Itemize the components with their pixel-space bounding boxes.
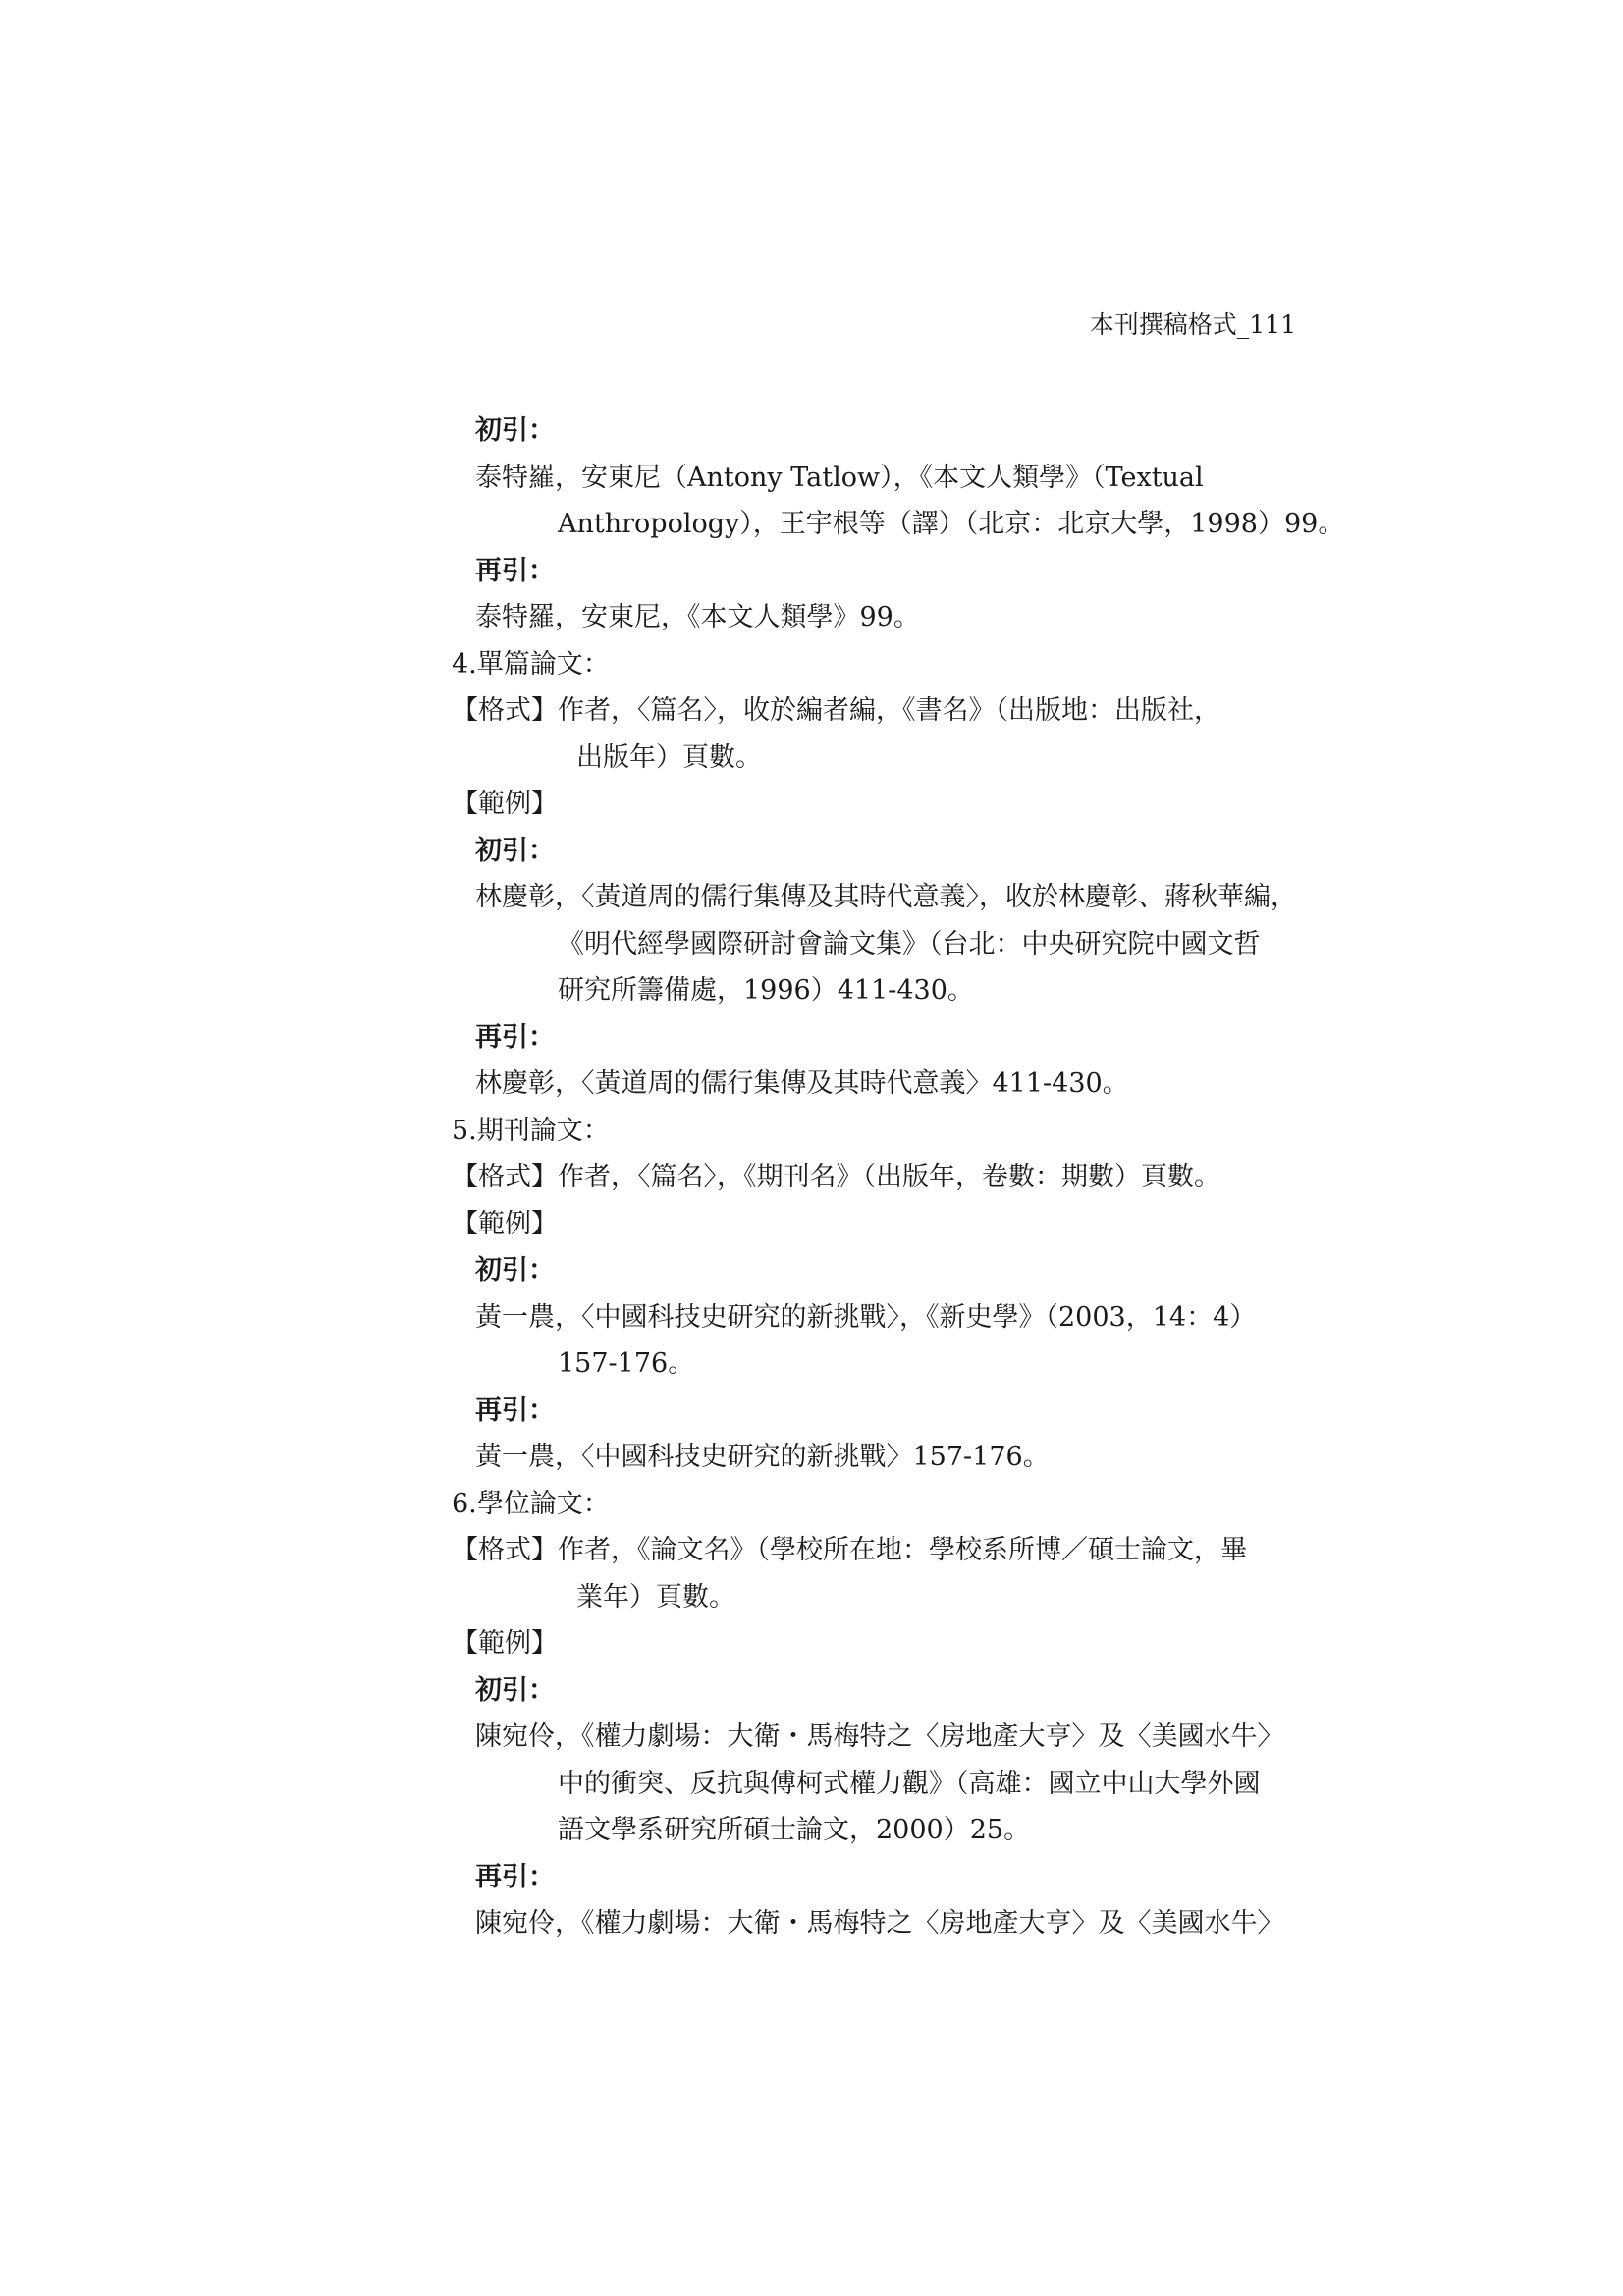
example-continuation: 中的衝突、反抗與傅柯式權力觀》（高雄：國立中山大學外國 (558, 1769, 1261, 1799)
first-citation-label: 初引： (475, 836, 555, 866)
second-citation-label: 再引： (475, 1862, 555, 1892)
example-line: 林慶彰，〈黃道周的儒行集傳及其時代意義〉411-430。 (475, 1068, 1129, 1099)
example-label: 【範例】 (452, 1209, 558, 1239)
example-continuation: 語文學系研究所碩士論文，2000）25。 (558, 1815, 1031, 1845)
first-citation-label: 初引： (475, 415, 555, 446)
second-citation-label: 再引： (475, 556, 555, 586)
section-heading: 5.期刊論文： (452, 1116, 610, 1146)
example-line: 黃一農，〈中國科技史研究的新挑戰〉157-176。 (475, 1442, 1050, 1472)
example-continuation: 研究所籌備處，1996）411-430。 (558, 975, 974, 1006)
format-line: 【格式】作者，《論文名》（學校所在地：學校系所博／碩士論文，畢 (452, 1535, 1247, 1565)
section-heading: 6.學位論文： (452, 1489, 610, 1519)
format-continuation: 業年）頁數。 (576, 1582, 735, 1613)
example-line: 陳宛伶，《權力劇場：大衛・馬梅特之〈房地產大亨〉及〈美國水牛〉 (475, 1722, 1284, 1752)
example-label: 【範例】 (452, 789, 558, 819)
format-line: 【格式】作者，〈篇名〉，收於編者編，《書名》（出版地：出版社， (452, 695, 1220, 726)
format-continuation: 出版年）頁數。 (576, 742, 762, 773)
example-line: 陳宛伶，《權力劇場：大衛・馬梅特之〈房地產大亨〉及〈美國水牛〉 (475, 1908, 1284, 1939)
example-line: 泰特羅，安東尼，《本文人類學》99。 (475, 602, 920, 632)
example-continuation: 《明代經學國際研討會論文集》（台北：中央研究院中國文哲 (558, 929, 1261, 959)
example-line: 林慶彰，〈黃道周的儒行集傳及其時代意義〉，收於林慶彰、蔣秋華編， (475, 882, 1297, 912)
running-header: 本刊撰稿格式_111 (1089, 310, 1296, 339)
example-label: 【範例】 (452, 1628, 558, 1659)
example-continuation: Anthropology），王宇根等（譯）（北京：北京大學，1998）99。 (558, 509, 1345, 539)
second-citation-label: 再引： (475, 1395, 555, 1426)
format-line: 【格式】作者，〈篇名〉，《期刊名》（出版年，卷數：期數）頁數。 (452, 1162, 1220, 1192)
second-citation-label: 再引： (475, 1022, 555, 1053)
example-continuation: 157-176。 (558, 1348, 695, 1379)
first-citation-label: 初引： (475, 1675, 555, 1706)
section-heading: 4.單篇論文： (452, 649, 610, 680)
example-line: 黃一農，〈中國科技史研究的新挑戰〉，《新史學》（2003，14：4） (475, 1302, 1257, 1333)
example-line: 泰特羅，安東尼（Antony Tatlow），《本文人類學》（Textual (475, 463, 1204, 493)
first-citation-label: 初引： (475, 1255, 555, 1285)
